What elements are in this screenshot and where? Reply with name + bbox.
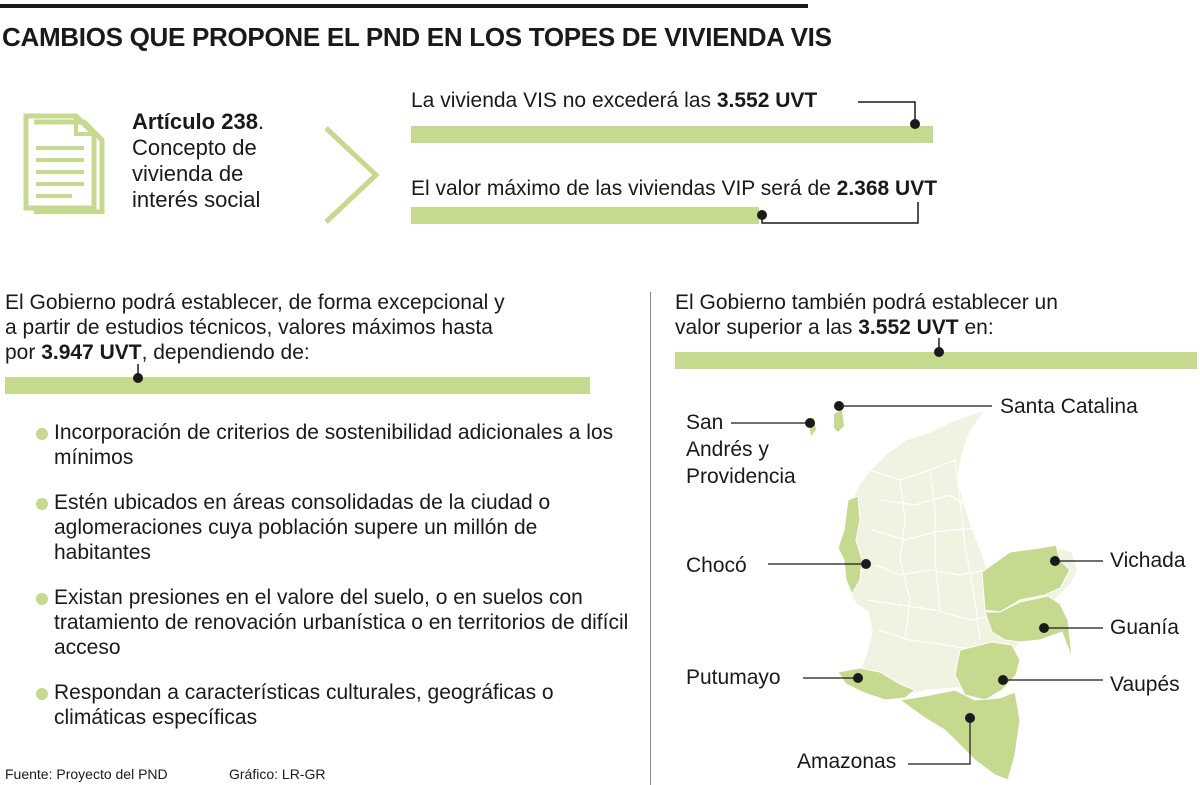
superior-line-1: El Gobierno también podrá establecer un <box>675 291 1058 314</box>
region-amazonas <box>900 690 1020 780</box>
vip-limit-label: El valor máximo de las viviendas VIP será de <box>411 177 837 200</box>
label-vaupes: Vaupés <box>1110 673 1180 696</box>
exception-line-3-post: , dependiendo de: <box>141 341 310 364</box>
article-line-1: Concepto de <box>132 135 257 160</box>
condition-text: Incorporación de criterios de sostenibilidad adicionales a los mínimos <box>54 421 614 469</box>
source-note: Fuente: Proyecto del PND <box>5 766 168 782</box>
vis-limit-label: La vivienda VIS no excederá las <box>411 89 717 112</box>
exception-line-3-pre: por <box>5 341 42 364</box>
label-san-andres-line-1: San <box>686 411 724 434</box>
label-amazonas: Amazonas <box>797 750 897 773</box>
label-santa-catalina: Santa Catalina <box>1000 395 1138 418</box>
exception-line-2: a partir de estudios técnicos, valores máximos hasta <box>5 316 493 339</box>
article-line-2: vivienda de <box>132 161 244 186</box>
label-putumayo: Putumayo <box>686 666 781 689</box>
condition-text: Respondan a características culturales, geográficas o climáticas específicas <box>54 681 554 729</box>
condition-text: Existan presiones en el valore del suelo, o en suelos con tratamiento de renovación urbanística o en territorios de difícil acceso <box>54 586 629 659</box>
exception-max-value: 3.947 UVT <box>41 341 142 364</box>
superior-line-2-post: en: <box>958 316 994 339</box>
article-suffix: . <box>257 109 265 134</box>
island-providencia <box>834 410 844 432</box>
label-guania: Guanía <box>1110 616 1179 639</box>
label-san-andres-line-2: Andrés y <box>686 438 769 461</box>
label-choco: Chocó <box>686 554 747 577</box>
superior-line-2-pre: valor superior a las <box>675 316 859 339</box>
page-title: CAMBIOS QUE PROPONE EL PND EN LOS TOPES DE VIVIENDA VIS <box>2 22 832 52</box>
vis-limit-value: 3.552 UVT <box>716 89 818 112</box>
vip-limit-value: 2.368 UVT <box>836 177 938 200</box>
label-san-andres-line-3: Providencia <box>686 465 796 488</box>
condition-text: Estén ubicados en áreas consolidadas de la ciudad o aglomeraciones cuya población supere un millón de habitantes <box>54 491 551 564</box>
exception-line-1: El Gobierno podrá establecer, de forma excepcional y <box>5 291 505 314</box>
article-number: Artículo 238 <box>132 109 258 134</box>
label-san-andres <box>686 409 796 490</box>
label-vichada: Vichada <box>1110 549 1186 572</box>
region-vaupes <box>955 642 1020 700</box>
graphic-credit: Gráfico: LR-GR <box>229 766 326 782</box>
superior-value: 3.552 UVT <box>858 316 959 339</box>
article-line-3: interés social <box>132 187 261 212</box>
